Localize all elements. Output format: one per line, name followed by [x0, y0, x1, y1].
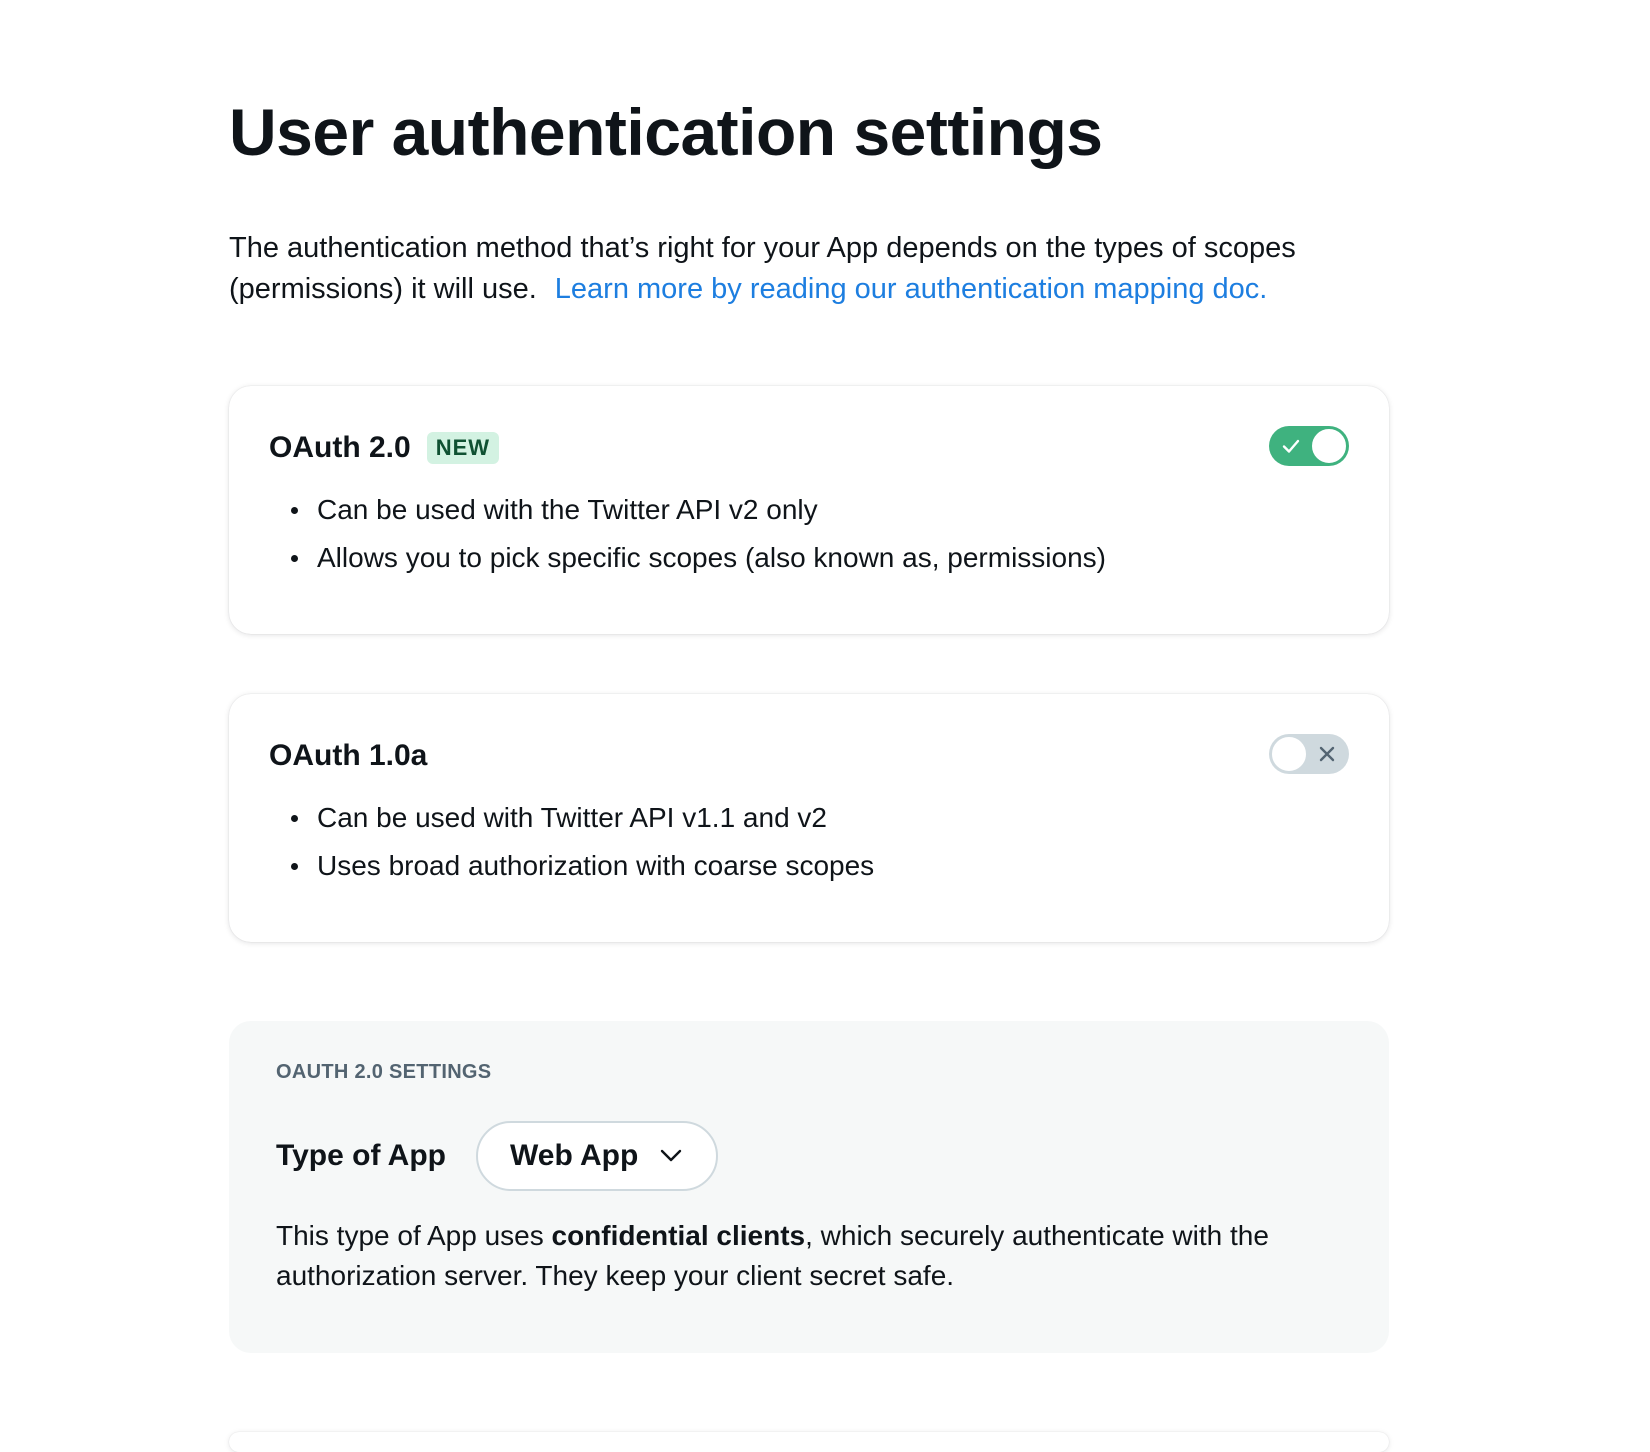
chevron-down-icon: [660, 1149, 682, 1163]
type-of-app-label: Type of App: [276, 1139, 446, 1172]
section-label: OAUTH 2.0 SETTINGS: [276, 1061, 492, 1083]
type-of-app-row: [276, 1121, 718, 1191]
intro-text: [229, 228, 1389, 310]
oauth1-title-row: [269, 736, 427, 776]
description-text: , which securely authenticate with the authorization server. They keep your client secret safe.: [276, 1220, 1269, 1291]
list-item: Allows you to pick specific scopes (also known as, permissions): [269, 534, 1106, 582]
list-item: Can be used with the Twitter API v2 only: [269, 486, 1106, 534]
oauth2-card: [229, 386, 1389, 634]
oauth1-card: [229, 694, 1389, 942]
type-of-app-select[interactable]: [476, 1121, 718, 1191]
oauth2-title-row: [269, 428, 499, 468]
oauth2-feature-list: [269, 486, 1106, 582]
toggle-knob: [1311, 428, 1347, 464]
next-card-edge: [229, 1432, 1389, 1452]
auth-mapping-doc-link[interactable]: Learn more by reading our authentication mapping doc.: [554, 273, 1268, 305]
oauth1-feature-list: [269, 794, 874, 890]
check-icon: [1281, 436, 1301, 456]
list-item: Uses broad authorization with coarse scopes: [269, 842, 874, 890]
toggle-knob: [1271, 736, 1307, 772]
type-of-app-description: [276, 1216, 1336, 1296]
page-title: User authentication settings: [229, 95, 1103, 169]
type-of-app-value: Web App: [509, 1139, 639, 1172]
description-text: This type of App uses: [276, 1220, 552, 1251]
oauth1-toggle[interactable]: [1269, 734, 1349, 774]
list-item: Can be used with Twitter API v1.1 and v2: [269, 794, 874, 842]
oauth2-settings-panel: [229, 1021, 1389, 1353]
oauth2-toggle[interactable]: [1269, 426, 1349, 466]
new-badge: NEW: [427, 432, 499, 464]
oauth2-title: OAuth 2.0: [269, 431, 411, 464]
oauth1-title: OAuth 1.0a: [269, 739, 428, 772]
description-emphasis: confidential clients: [551, 1220, 806, 1251]
intro-description: The authentication method that’s right for your App depends on the types of scopes (permissions) it will use.: [229, 232, 1296, 305]
x-icon: [1317, 744, 1337, 764]
